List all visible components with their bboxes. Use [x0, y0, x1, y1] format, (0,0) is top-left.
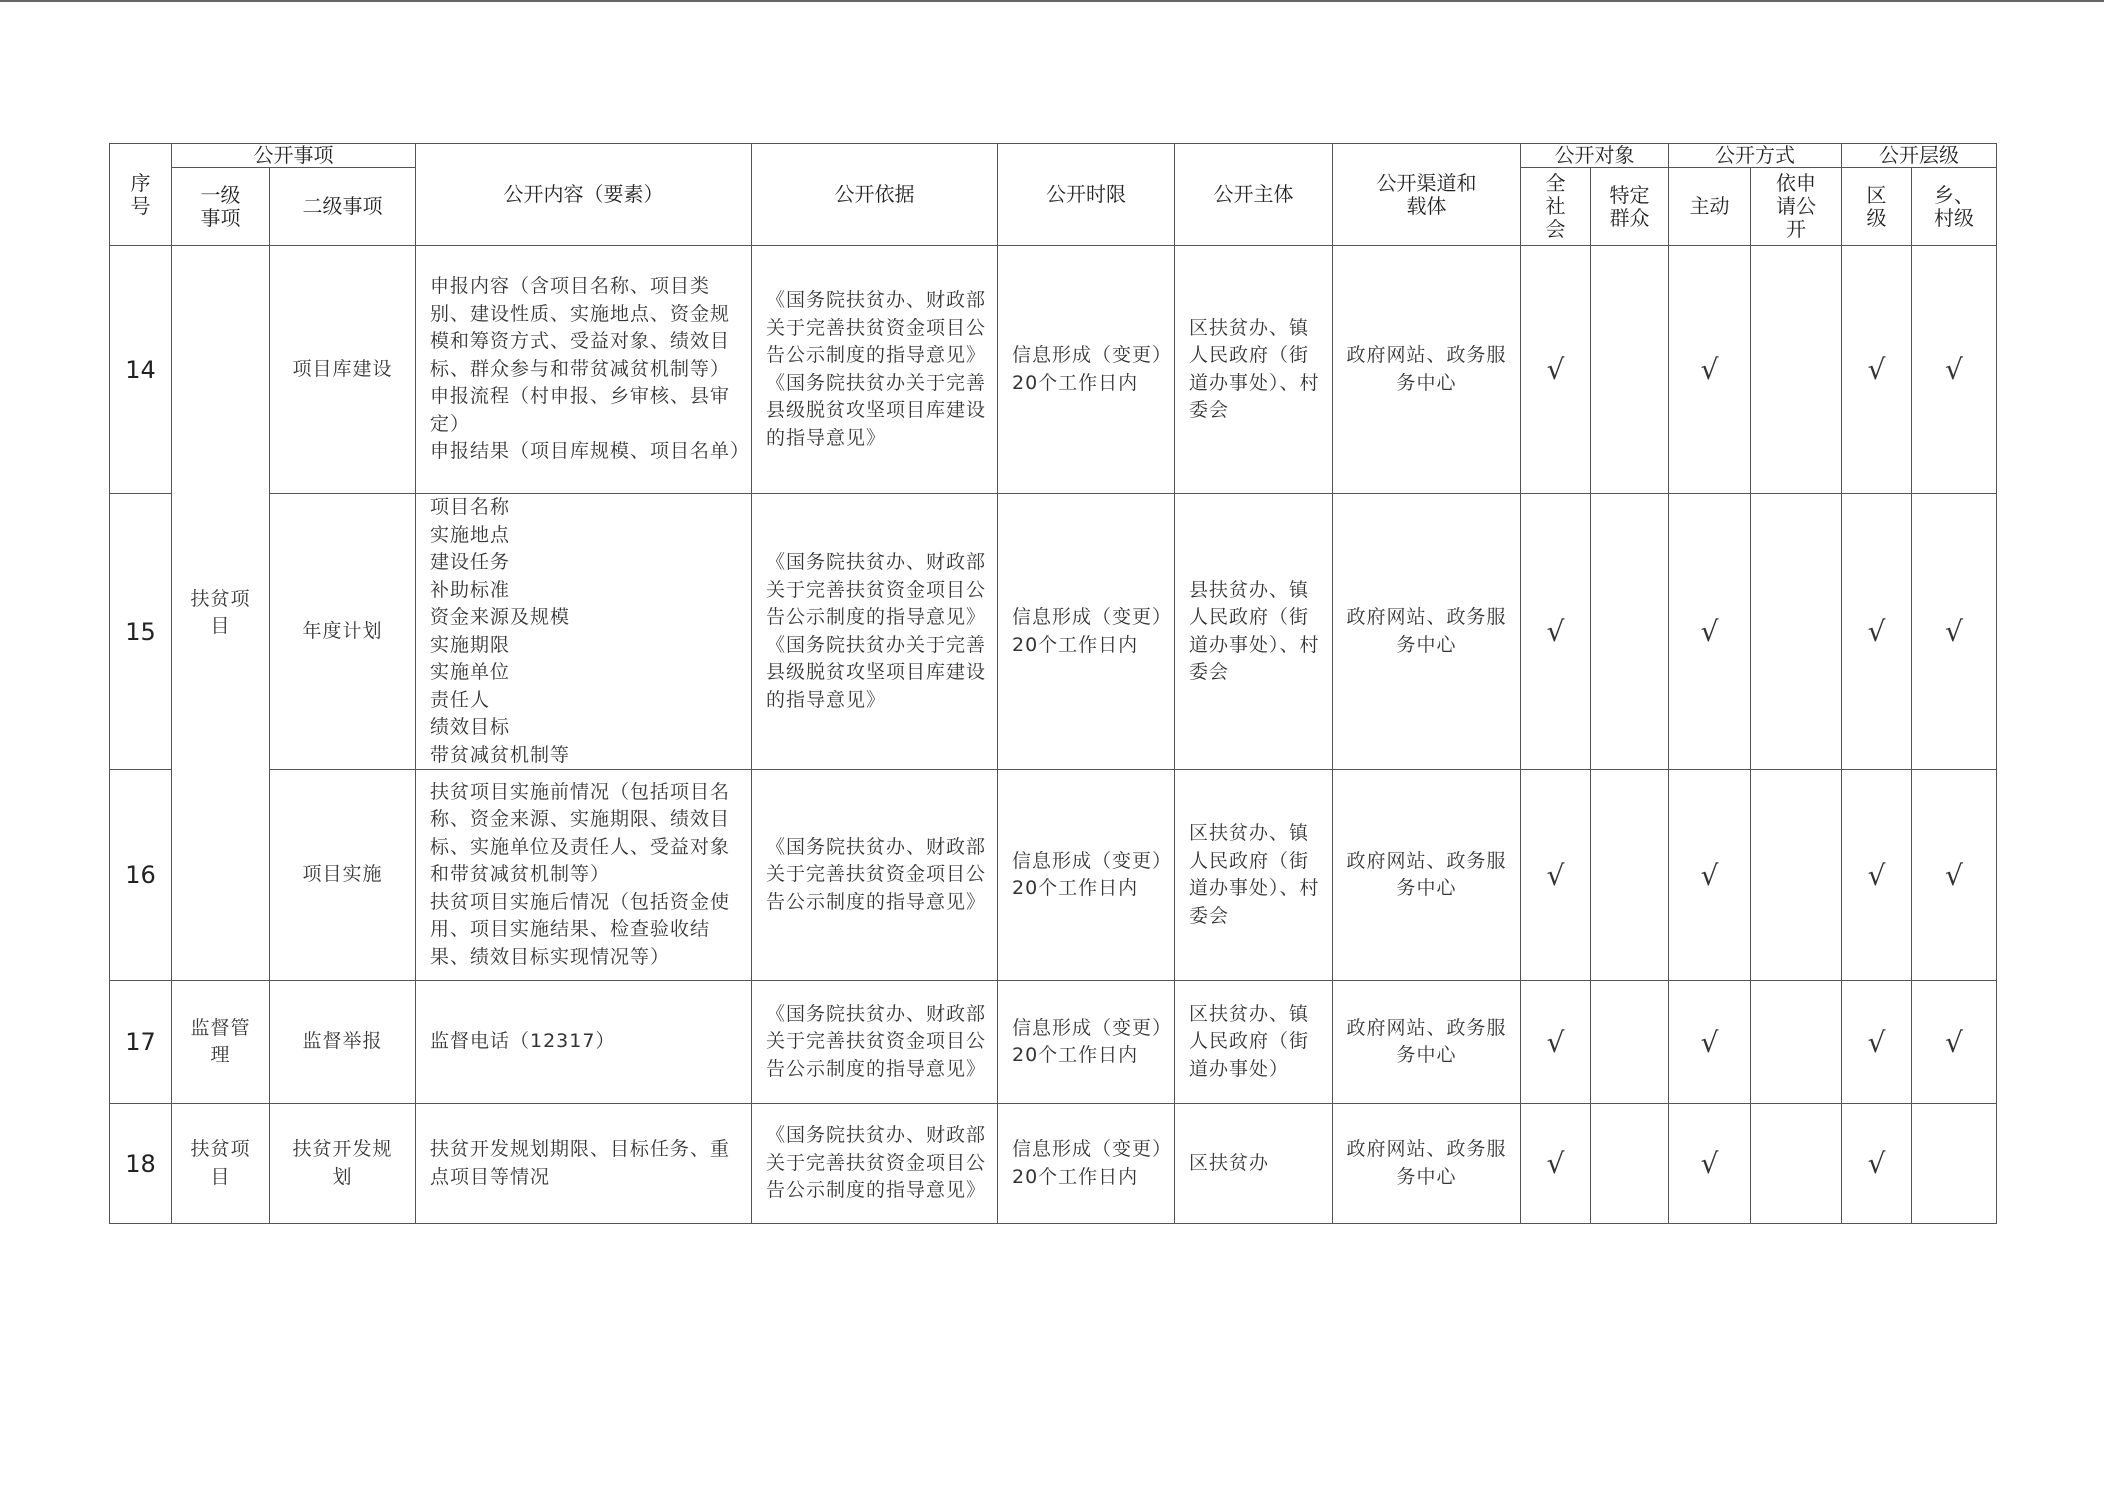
header-level-town-label: 乡、村级 [1934, 182, 1974, 230]
row-basis: 《国务院扶贫办、财政部关于完善扶贫资金项目公告公示制度的指导意见》《国务院扶贫办关于完善县级脱贫攻坚项目库建设的指导意见》 [752, 494, 998, 770]
cell-method-request [1751, 494, 1842, 770]
header-time-limit: 公开时限 [998, 144, 1175, 246]
check-method-active: √ [1669, 981, 1751, 1104]
cell-audience-specific [1591, 246, 1669, 494]
header-method-active: 主动 [1669, 168, 1751, 246]
row-seq: 14 [110, 246, 172, 494]
check-method-active: √ [1669, 770, 1751, 981]
row-level1-text: 扶贫项目 [190, 587, 251, 637]
row-time-limit: 信息形成（变更）20个工作日内 [998, 1104, 1175, 1224]
table-body [110, 246, 1997, 1224]
row-channel-text: 政府网站、政务服务中心 [1346, 1138, 1507, 1188]
cell-level-town [1912, 1104, 1997, 1224]
header-method-request [1751, 168, 1842, 246]
cell-audience-specific [1591, 770, 1669, 981]
table-row [110, 246, 1997, 494]
row-time-limit: 信息形成（变更）20个工作日内 [998, 981, 1175, 1104]
check-level-town: √ [1912, 494, 1997, 770]
row-channel-text: 政府网站、政务服务中心 [1346, 1016, 1507, 1066]
table-row [110, 1104, 1997, 1224]
check-level-town: √ [1912, 981, 1997, 1104]
row-subject: 区扶贫办、镇人民政府（街道办事处） [1175, 981, 1333, 1104]
cell-audience-specific [1591, 981, 1669, 1104]
header-level1 [172, 168, 270, 246]
header-channel [1333, 144, 1521, 246]
cell-method-request [1751, 246, 1842, 494]
row-content: 申报内容（含项目名称、项目类别、建设性质、实施地点、资金规模和筹资方式、受益对象、绩效目标、群众参与和带贫减贫机制等） 申报流程（村申报、乡审核、县审定） 申报结果（项目库规模、项目名单） [416, 246, 752, 494]
row-level2: 监督举报 [270, 981, 416, 1104]
table-row [110, 770, 1997, 981]
row-seq: 16 [110, 770, 172, 981]
row-level2: 年度计划 [270, 494, 416, 770]
row-level2: 项目实施 [270, 770, 416, 981]
header-audience-specific-label: 特定群众 [1609, 182, 1650, 230]
row-content: 监督电话（12317） [416, 981, 752, 1104]
check-audience-all: √ [1521, 981, 1591, 1104]
table-row [110, 981, 1997, 1104]
header-level: 公开层级 [1842, 144, 1997, 168]
header-seq: 序号 [110, 144, 172, 246]
row-channel-text: 政府网站、政务服务中心 [1346, 606, 1507, 656]
disclosure-table [109, 143, 1997, 1224]
row-content: 扶贫开发规划期限、目标任务、重点项目等情况 [416, 1104, 752, 1224]
cell-method-request [1751, 1104, 1842, 1224]
check-level-district: √ [1842, 981, 1912, 1104]
check-audience-all: √ [1521, 494, 1591, 770]
check-audience-all: √ [1521, 246, 1591, 494]
row-level1 [172, 981, 270, 1104]
row-level2: 项目库建设 [270, 246, 416, 494]
header-content: 公开内容（要素） [416, 144, 752, 246]
check-audience-all: √ [1521, 1104, 1591, 1224]
row-channel [1333, 1104, 1521, 1224]
row-channel-text: 政府网站、政务服务中心 [1346, 849, 1507, 899]
table-row [110, 494, 1997, 770]
page-top-rule [0, 0, 2104, 2]
row-level1-text: 扶贫项目 [190, 1138, 251, 1188]
row-subject: 县扶贫办、镇人民政府（街道办事处）、村委会 [1175, 494, 1333, 770]
check-level-town: √ [1912, 770, 1997, 981]
row-time-limit: 信息形成（变更）20个工作日内 [998, 494, 1175, 770]
row-channel [1333, 494, 1521, 770]
check-level-town: √ [1912, 246, 1997, 494]
cell-method-request [1751, 770, 1842, 981]
row-time-limit: 信息形成（变更）20个工作日内 [998, 246, 1175, 494]
header-level-town [1912, 168, 1997, 246]
row-basis: 《国务院扶贫办、财政部关于完善扶贫资金项目公告公示制度的指导意见》 [752, 770, 998, 981]
check-method-active: √ [1669, 246, 1751, 494]
row-subject: 区扶贫办、镇人民政府（街道办事处）、村委会 [1175, 246, 1333, 494]
row-level1 [172, 246, 270, 981]
check-level-district: √ [1842, 494, 1912, 770]
header-level1-label: 一级事项 [200, 182, 241, 230]
row-basis: 《国务院扶贫办、财政部关于完善扶贫资金项目公告公示制度的指导意见》 [752, 981, 998, 1104]
check-level-district: √ [1842, 770, 1912, 981]
row-channel-text: 政府网站、政务服务中心 [1346, 344, 1507, 394]
check-method-active: √ [1669, 1104, 1751, 1224]
row-level2-text: 扶贫开发规划 [292, 1138, 393, 1188]
row-content: 项目名称 实施地点 建设任务 补助标准 资金来源及规模 实施期限 实施单位 责任人 绩效目标 带贫减贫机制等 [416, 494, 752, 770]
cell-audience-specific [1591, 494, 1669, 770]
check-level-district: √ [1842, 1104, 1912, 1224]
row-seq: 17 [110, 981, 172, 1104]
cell-audience-specific [1591, 1104, 1669, 1224]
row-level1-text: 监督管理 [190, 1016, 251, 1066]
row-channel [1333, 770, 1521, 981]
header-method-request-label: 依申请公开 [1776, 171, 1816, 241]
row-channel [1333, 981, 1521, 1104]
row-subject: 区扶贫办 [1175, 1104, 1333, 1224]
row-channel [1333, 246, 1521, 494]
table-header [110, 144, 1997, 246]
check-level-district: √ [1842, 246, 1912, 494]
header-level2: 二级事项 [270, 168, 416, 246]
row-seq: 18 [110, 1104, 172, 1224]
check-method-active: √ [1669, 494, 1751, 770]
row-subject: 区扶贫办、镇人民政府（街道办事处）、村委会 [1175, 770, 1333, 981]
header-audience-all: 全社会 [1521, 168, 1591, 246]
row-level2 [270, 1104, 416, 1224]
row-content: 扶贫项目实施前情况（包括项目名称、资金来源、实施期限、绩效目标、实施单位及责任人、受益对象和带贫减贫机制等） 扶贫项目实施后情况（包括资金使用、项目实施结果、检查验收结果、绩效目标实现情况等） [416, 770, 752, 981]
row-level1 [172, 1104, 270, 1224]
row-seq: 15 [110, 494, 172, 770]
header-level-district: 区级 [1842, 168, 1912, 246]
row-basis: 《国务院扶贫办、财政部关于完善扶贫资金项目公告公示制度的指导意见》《国务院扶贫办关于完善县级脱贫攻坚项目库建设的指导意见》 [752, 246, 998, 494]
row-time-limit: 信息形成（变更）20个工作日内 [998, 770, 1175, 981]
cell-method-request [1751, 981, 1842, 1104]
header-subject: 公开主体 [1175, 144, 1333, 246]
row-basis: 《国务院扶贫办、财政部关于完善扶贫资金项目公告公示制度的指导意见》 [752, 1104, 998, 1224]
header-audience: 公开对象 [1521, 144, 1669, 168]
header-method: 公开方式 [1669, 144, 1842, 168]
header-audience-specific [1591, 168, 1669, 246]
check-audience-all: √ [1521, 770, 1591, 981]
header-channel-label: 公开渠道和载体 [1376, 170, 1477, 218]
header-basis: 公开依据 [752, 144, 998, 246]
header-public-items: 公开事项 [172, 144, 416, 168]
